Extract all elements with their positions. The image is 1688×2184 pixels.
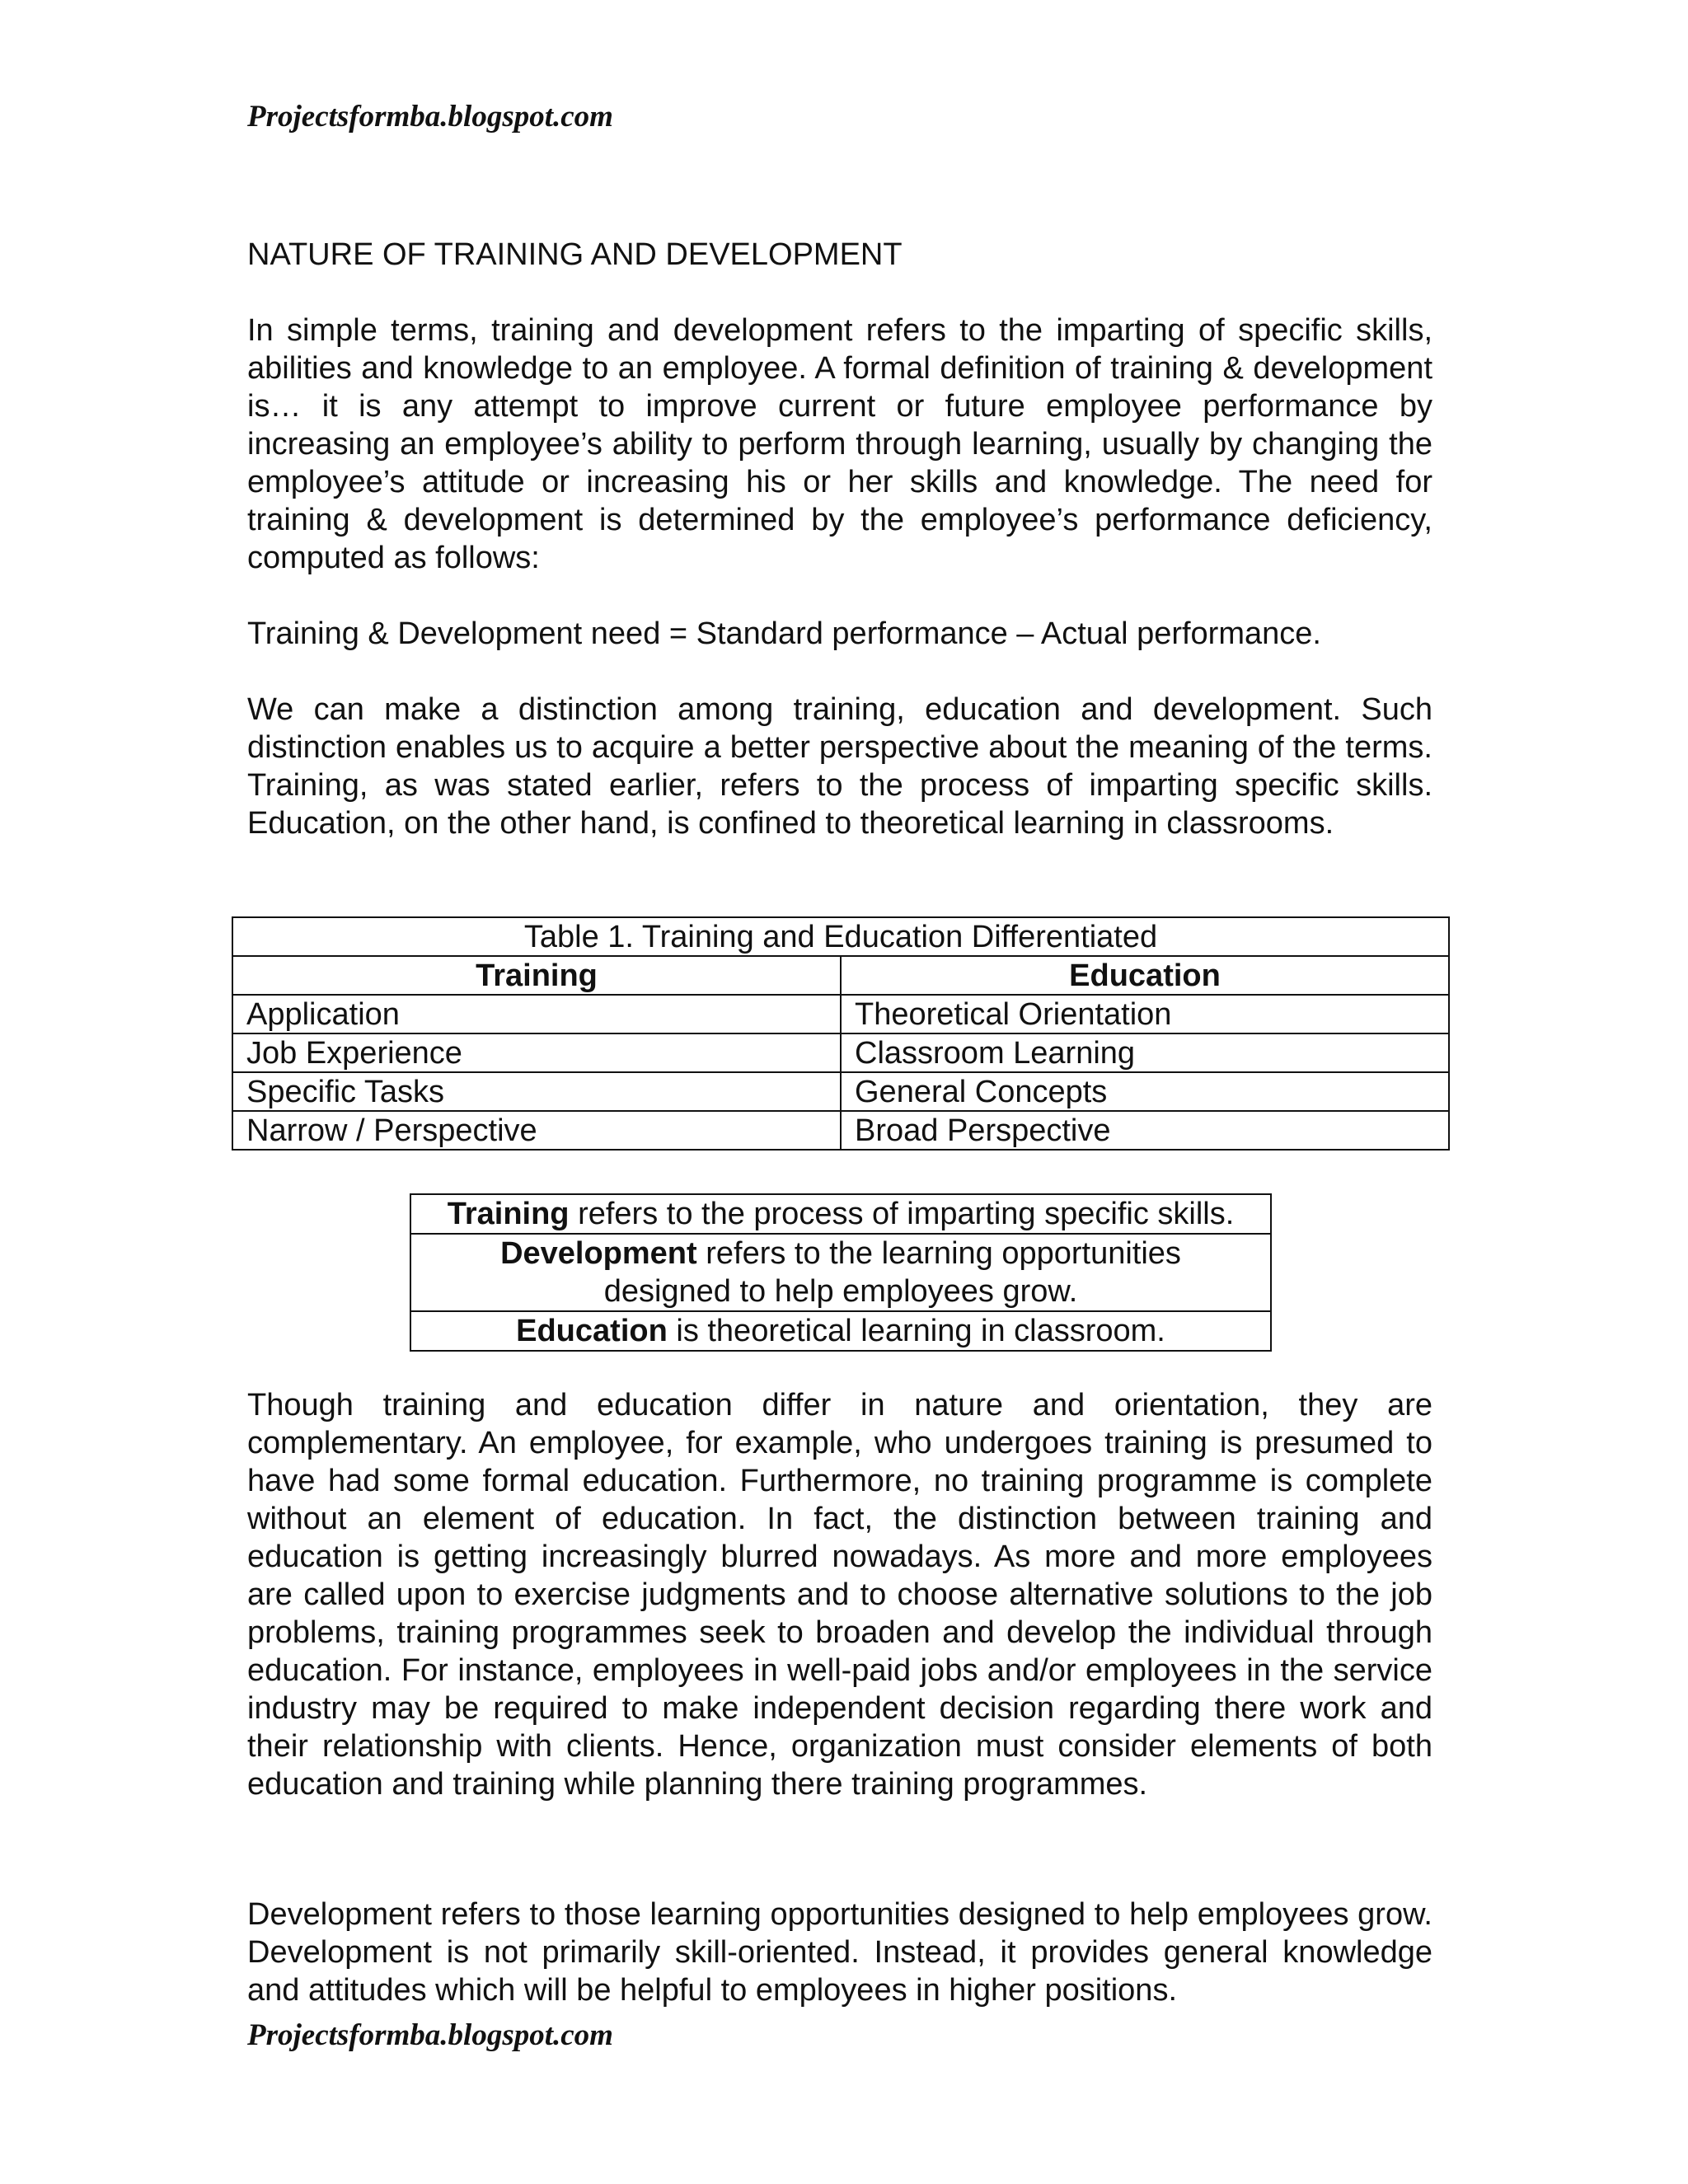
table-cell: Broad Perspective <box>841 1111 1449 1150</box>
paragraph-complementary: Though training and education differ in nature and orientation, they are complementary. An employee, for example, who undergoes training is presumed to have had some formal education. Furthermore, no training programme is complete without an element of education. In fact, the distinction between training and education is getting increasingly blurred nowadays. As more and more employees are called upon to exercise judgments and to choose alternative solutions to the job problems, training programmes seek to broaden and develop the individual through education. For instance, employees in well-paid jobs and/or employees in the service industry may be required to make independent decision regarding there work and their relationship with clients. Hence, organization must consider elements of both education and training while planning there training programmes. <box>247 1388 1432 1802</box>
table-cell: Application <box>232 995 841 1033</box>
training-education-table <box>232 916 1450 1151</box>
table-cell: General Concepts <box>841 1072 1449 1111</box>
definition-text: is theoretical learning in classroom. <box>667 1314 1165 1348</box>
column-header-education: Education <box>841 956 1449 995</box>
table-row <box>232 1111 1449 1150</box>
definition-term: Development <box>500 1236 697 1271</box>
definition-text: refers to the learning opportunities <box>696 1236 1181 1271</box>
table-caption-row <box>232 917 1449 956</box>
table-caption: Table 1. Training and Education Differentiated <box>232 917 1449 956</box>
definition-cell <box>410 1234 1271 1311</box>
page-title: NATURE OF TRAINING AND DEVELOPMENT <box>247 237 903 272</box>
table-cell: Classroom Learning <box>841 1033 1449 1072</box>
paragraph-distinction: We can make a distinction among training, education and development. Such distinction enables us to acquire a better perspective about the meaning of the terms. Training, as was stated earlier, refers to the process of imparting specific skills. Education, on the other hand, is confined to theoretical learning in classrooms. <box>247 692 1432 841</box>
column-header-training: Training <box>232 956 841 995</box>
definition-term: Education <box>516 1314 668 1348</box>
definition-row-education <box>410 1311 1271 1351</box>
definition-text: refers to the process of imparting specific skills. <box>569 1197 1235 1231</box>
header-url: Projectsformba.blogspot.com <box>247 100 613 134</box>
definitions-box <box>410 1193 1272 1352</box>
definition-row-training <box>410 1194 1271 1234</box>
formula-line: Training & Development need = Standard performance – Actual performance. <box>247 616 1321 651</box>
definition-term: Training <box>447 1197 570 1231</box>
table-cell: Theoretical Orientation <box>841 995 1449 1033</box>
table-row <box>232 1072 1449 1111</box>
paragraph-definition: In simple terms, training and development refers to the imparting of specific skills, abilities and knowledge to an employee. A formal definition of training & development is… it is any attempt to improve current or future employee performance by increasing an employee’s ability to perform through learning, usually by changing the employee’s attitude or increasing his or her skills and knowledge. The need for training & development is determined by the employee’s performance deficiency, computed as follows: <box>247 313 1432 575</box>
definition-cell <box>410 1194 1271 1234</box>
footer-url: Projectsformba.blogspot.com <box>247 2018 613 2052</box>
definition-text-continued: designed to help employees grow. <box>603 1274 1078 1309</box>
table-header-row <box>232 956 1449 995</box>
table-cell: Specific Tasks <box>232 1072 841 1111</box>
definition-cell <box>410 1311 1271 1351</box>
table-row <box>232 1033 1449 1072</box>
table-row <box>232 995 1449 1033</box>
paragraph-development: Development refers to those learning opportunities designed to help employees grow. Development is not primarily skill-oriented. Instead, it provides general knowledge and attitudes which will be helpful to employees in higher positions. <box>247 1897 1432 2008</box>
definition-row-development <box>410 1234 1271 1311</box>
table-cell: Narrow / Perspective <box>232 1111 841 1150</box>
table-cell: Job Experience <box>232 1033 841 1072</box>
